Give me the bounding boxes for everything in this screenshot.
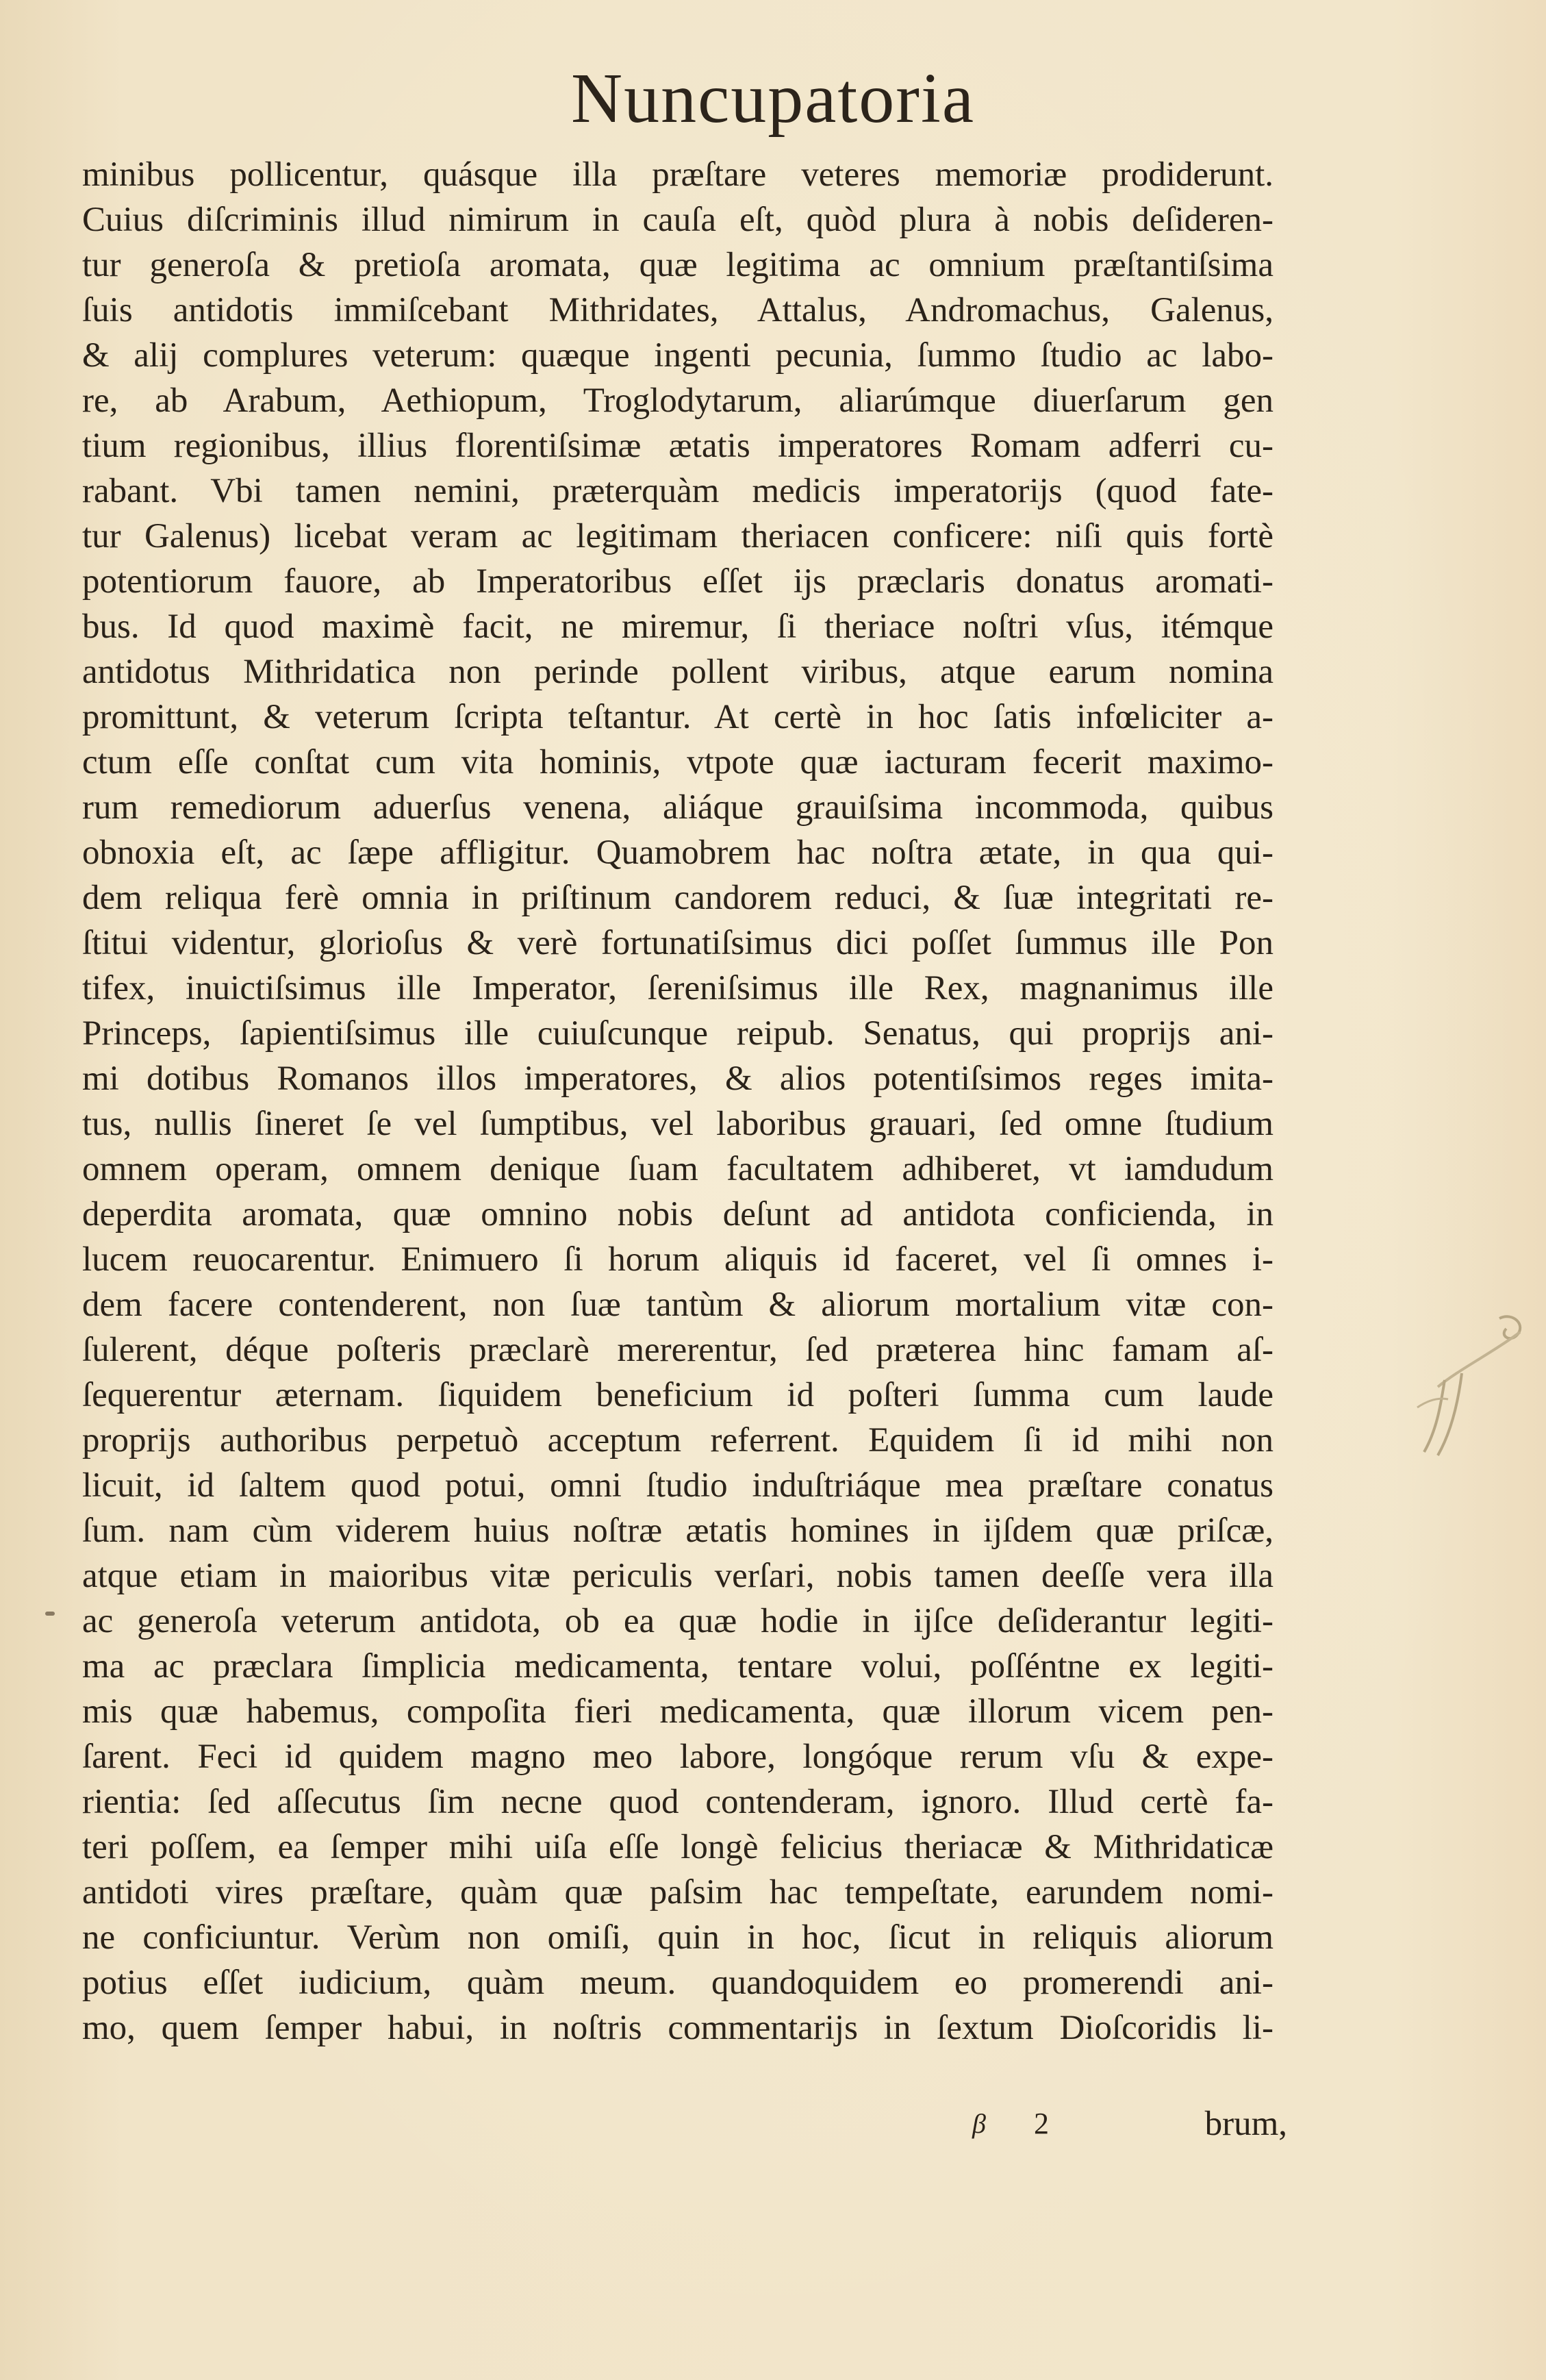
text-line: antidoti vires præſtare, quàm quæ paſsim hac tempeſtate, earundem nomi- xyxy=(82,1873,1273,1912)
text-line: obnoxia eſt, ac ſæpe affligitur. Quamobrem hac noſtra ætate, in qua qui- xyxy=(82,834,1273,872)
text-line: mi dotibus Romanos illos imperatores, & alios potentiſsimos reges imita- xyxy=(82,1060,1273,1098)
text-line: re, ab Arabum, Aethiopum, Troglodytarum, aliarúmque diuerſarum gen xyxy=(82,381,1273,420)
text-line: mo, quem ſemper habui, in noſtris commentarijs in ſextum Dioſcoridis li- xyxy=(82,2009,1273,2047)
text-line: atque etiam in maioribus vitæ periculis verſari, nobis tamen deeſſe vera illa xyxy=(82,1557,1273,1595)
text-line: deperdita aromata, quæ omnino nobis deſunt ad antidota conficienda, in xyxy=(82,1195,1273,1233)
text-line: ſtitui videntur, glorioſus & verè fortunatiſsimus dici poſſet ſummus ille Pon xyxy=(82,924,1273,962)
text-line: rum remediorum aduerſus venena, aliáque grauiſsima incommoda, quibus xyxy=(82,788,1273,827)
text-line: rabant. Vbi tamen nemini, præterquàm medicis imperatorijs (quod fate- xyxy=(82,472,1273,510)
text-line: minibus pollicentur, quásque illa præſtare veteres memoriæ prodiderunt. xyxy=(82,155,1273,194)
text-line: tifex, inuictiſsimus ille Imperator, ſereniſsimus ille Rex, magnanimus ille xyxy=(82,969,1273,1007)
text-line: tur generoſa & pretioſa aromata, quæ legitima ac omnium præſtantiſsima xyxy=(82,246,1273,284)
text-line: Princeps, ſapientiſsimus ille cuiuſcunque reipub. Senatus, qui proprijs ani- xyxy=(82,1014,1273,1053)
page-header-title: Nuncupatoria xyxy=(570,59,975,138)
text-line: teri poſſem, ea ſemper mihi uiſa eſſe longè felicius theriacæ & Mithridaticæ xyxy=(82,1828,1273,1866)
text-line: ſum. nam cùm viderem huius noſtræ ætatis homines in ijſdem quæ priſcæ, xyxy=(82,1512,1273,1550)
text-line: lucem reuocarentur. Enimuero ſi horum aliquis id faceret, vel ſi omnes i- xyxy=(82,1240,1273,1279)
text-line: ctum eſſe conſtat cum vita hominis, vtpote quæ iacturam fecerit maximo- xyxy=(82,743,1273,781)
text-line: ſuis antidotis immiſcebant Mithridates, Attalus, Andromachus, Galenus, xyxy=(82,291,1273,329)
marginal-pen-mark xyxy=(1397,1305,1534,1462)
catchword: brum, xyxy=(1204,2105,1287,2143)
margin-dot xyxy=(45,1612,55,1616)
text-line: antidotus Mithridatica non perinde pollent viribus, atque earum nomina xyxy=(82,653,1273,691)
text-line: bus. Id quod maximè facit, ne miremur, ſi theriace noſtri vſus, itémque xyxy=(82,607,1273,646)
text-line: dem reliqua ferè omnia in priſtinum candorem reduci, & ſuæ integritati re- xyxy=(82,879,1273,917)
text-line: promittunt, & veterum ſcripta teſtantur. At certè in hoc ſatis infœliciter a- xyxy=(82,698,1273,736)
text-line: dem facere contenderent, non ſuæ tantùm & aliorum mortalium vitæ con- xyxy=(82,1286,1273,1324)
text-line: omnem operam, omnem denique ſuam facultatem adhiberet, vt iamdudum xyxy=(82,1150,1273,1188)
text-line: proprijs authoribus perpetuò acceptum referrent. Equidem ſi id mihi non xyxy=(82,1421,1273,1460)
text-line: ac generoſa veterum antidota, ob ea quæ hodie in ijſce deſiderantur legiti- xyxy=(82,1602,1273,1640)
text-line: ſequerentur æternam. ſiquidem beneficium id poſteri ſumma cum laude xyxy=(82,1376,1273,1414)
text-line: & alij complures veterum: quæque ingenti pecunia, ſummo ſtudio ac labo- xyxy=(82,336,1273,375)
text-line: tur Galenus) licebat veram ac legitimam theriacen conficere: niſi quis fortè xyxy=(82,517,1273,555)
text-line: tium regionibus, illius florentiſsimæ ætatis imperatores Romam adferri cu- xyxy=(82,427,1273,465)
signature-mark: β xyxy=(972,2108,986,2139)
text-line: ma ac præclara ſimplicia medicamenta, tentare volui, poſſéntne ex legiti- xyxy=(82,1647,1273,1686)
text-line: ſulerent, déque poſteris præclarè mererentur, ſed præterea hinc famam aſ- xyxy=(82,1331,1273,1369)
body-text xyxy=(82,152,1273,2051)
text-line: potius eſſet iudicium, quàm meum. quandoquidem eo promerendi ani- xyxy=(82,1964,1273,2002)
text-line: ne conficiuntur. Verùm non omiſi, quin in hoc, ſicut in reliquis aliorum xyxy=(82,1918,1273,1957)
signature-number: 2 xyxy=(1034,2107,1049,2140)
text-line: potentiorum fauore, ab Imperatoribus eſſet ijs præclaris donatus aromati- xyxy=(82,562,1273,601)
text-line: rientia: ſed aſſecutus ſim necne quod contenderam, ignoro. Illud certè fa- xyxy=(82,1783,1273,1821)
text-line: Cuius diſcriminis illud nimirum in cauſa eſt, quòd plura à nobis deſideren- xyxy=(82,201,1273,239)
text-line: tus, nullis ſineret ſe vel ſumptibus, vel laboribus grauari, ſed omne ſtudium xyxy=(82,1105,1273,1143)
text-line: ſarent. Feci id quidem magno meo labore, longóque rerum vſu & expe- xyxy=(82,1738,1273,1776)
text-line: mis quæ habemus, compoſita fieri medicamenta, quæ illorum vicem pen- xyxy=(82,1692,1273,1731)
text-line: licuit, id ſaltem quod potui, omni ſtudio induſtriáque mea præſtare conatus xyxy=(82,1466,1273,1505)
